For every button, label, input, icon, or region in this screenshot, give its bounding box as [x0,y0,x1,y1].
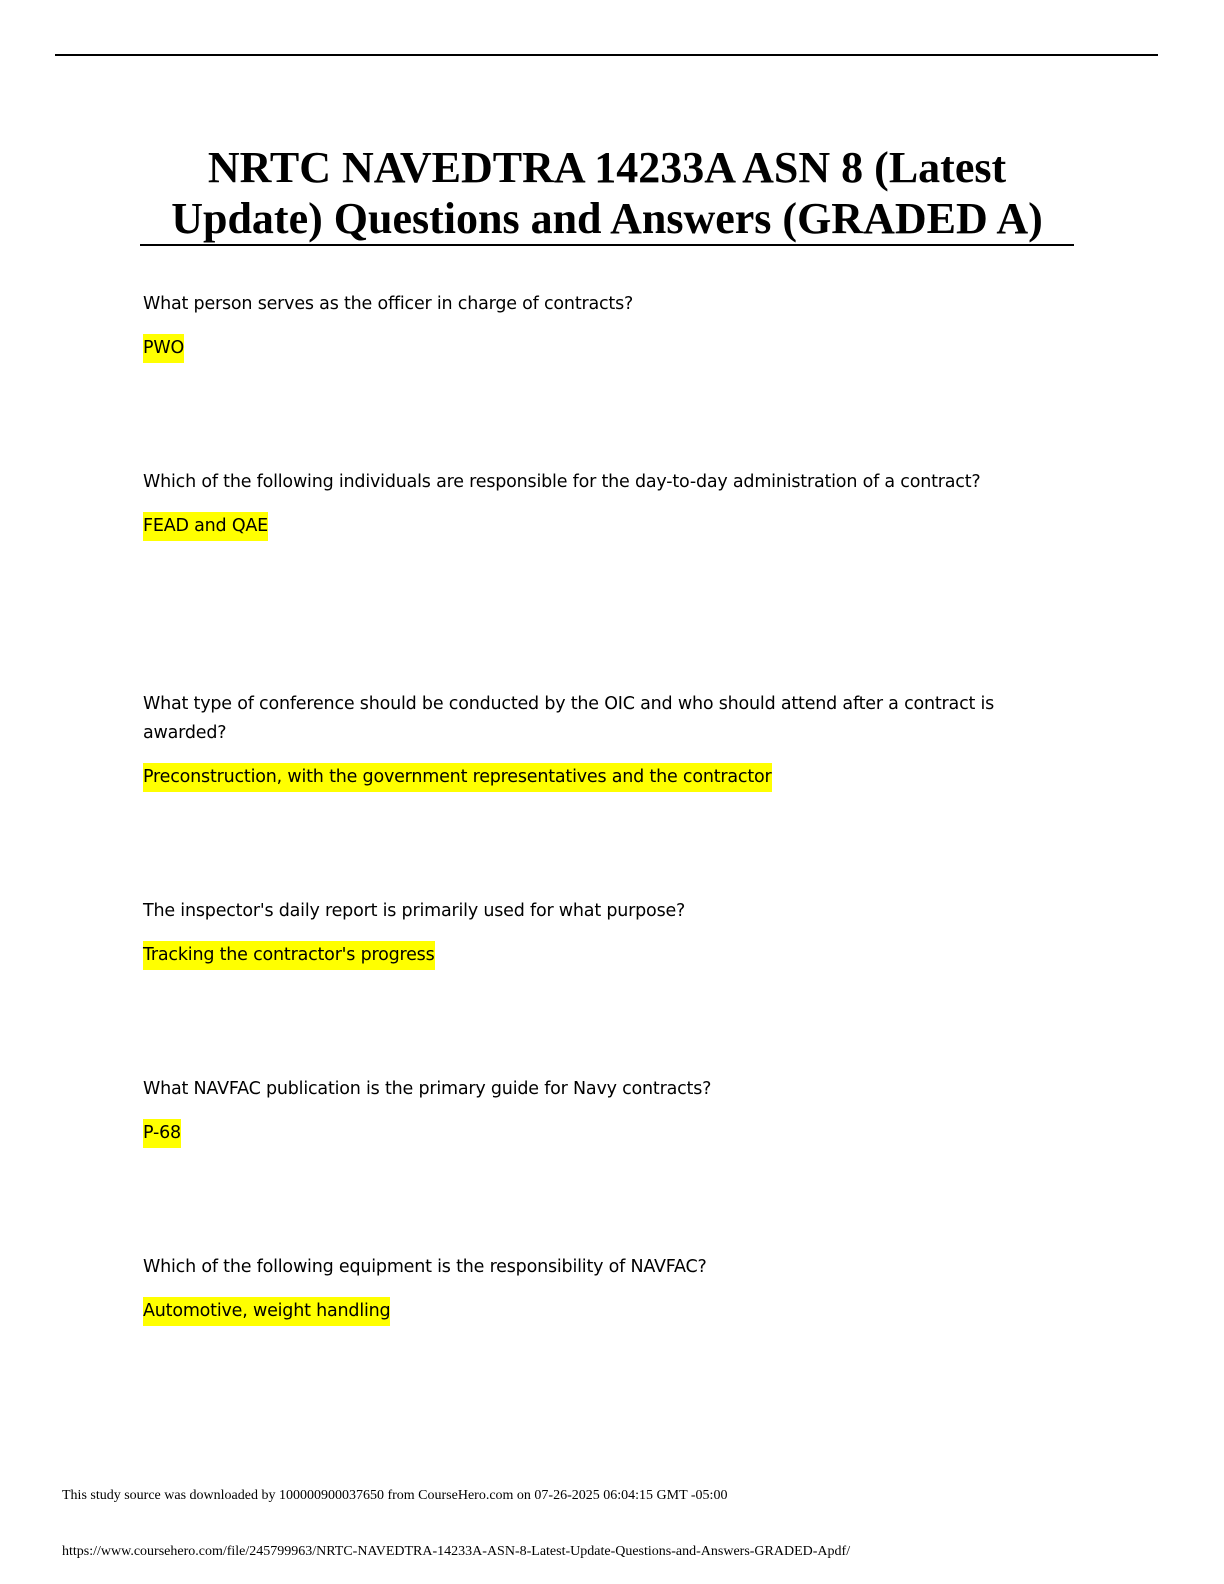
answer-text: PWO [143,334,184,363]
answer-text: Preconstruction, with the government representatives and the contractor [143,763,772,792]
question-text: What type of conference should be conducted by the OIC and who should attend after a contract is awarded? [143,694,995,743]
qa-item [143,290,1043,363]
question-text: Which of the following equipment is the responsibility of NAVFAC? [143,1257,707,1277]
answer-text: FEAD and QAE [143,512,268,541]
qa-item [143,468,1043,541]
qa-item [143,1075,1043,1148]
qa-item [143,1253,1043,1326]
title-underline [140,244,1074,246]
question-text: What person serves as the officer in charge of contracts? [143,294,634,314]
top-rule [55,54,1158,56]
qa-item [143,690,1043,792]
question-text: The inspector's daily report is primarily used for what purpose? [143,901,686,921]
source-url-link[interactable]: https://www.coursehero.com/file/245799963/NRTC-NAVEDTRA-14233A-ASN-8-Latest-Update-Questions-and-Answers-GRADED-Apdf/ [62,1544,851,1559]
answer-text: Automotive, weight handling [143,1297,390,1326]
download-notice: This study source was downloaded by 100000900037650 from CourseHero.com on 07-26-2025 06:04:15 GMT -05:00 [62,1488,728,1503]
answer-text: Tracking the contractor's progress [143,941,435,970]
document-title: NRTC NAVEDTRA 14233A ASN 8 (Latest Update) Questions and Answers (GRADED A) [171,143,1043,243]
qa-item [143,897,1043,970]
answer-text: P-68 [143,1119,181,1148]
question-text: Which of the following individuals are responsible for the day-to-day administration of a contract? [143,472,981,492]
question-text: What NAVFAC publication is the primary guide for Navy contracts? [143,1079,712,1099]
